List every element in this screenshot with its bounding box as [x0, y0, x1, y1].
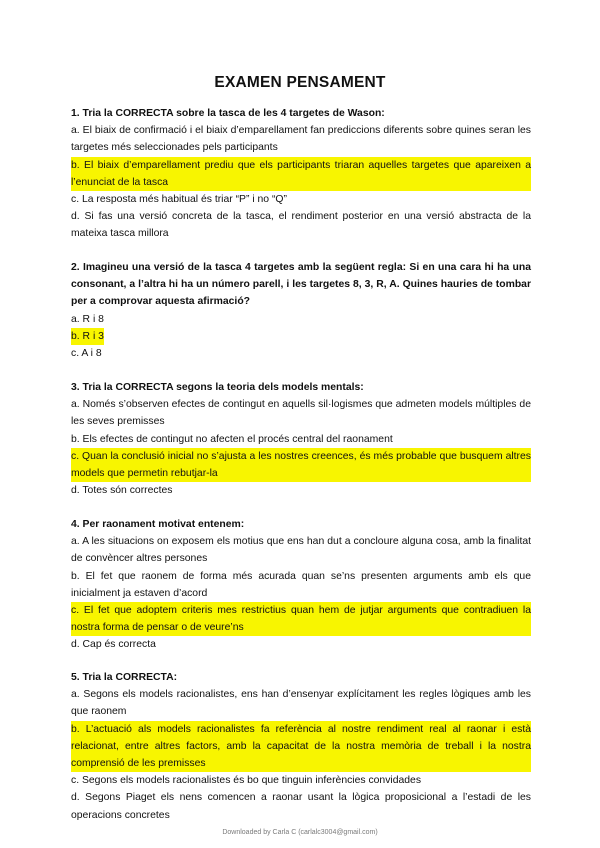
option-c-correct: c. Quan la conclusió inicial no s’ajusta a les nostres creences, és més probable que busquem altres models que permetin rebutjar-la [71, 448, 531, 482]
option-b-correct: b. R i 3 [71, 328, 104, 345]
question-2 [71, 259, 531, 362]
question-text: 4. Per raonament motivat entenem: [71, 519, 245, 530]
option-d: d. Totes són correctes [71, 485, 173, 497]
option-c: c. A i 8 [71, 348, 102, 360]
option-c: c. Segons els models racionalistes és bo que tinguin inferències convidades [71, 775, 422, 787]
question-text: 1. Tria la CORRECTA sobre la tasca de les 4 targetes de Wason: [71, 108, 385, 119]
option-d: d. Si fas una versió concreta de la tasca, el rendiment posterior en una versió abstracta de la mateixa tasca millora [71, 211, 531, 240]
option-b: b. El fet que raonem de forma més acurada quan se’ns presenten arguments amb els que inicialment ja estaven d’acord [71, 570, 531, 599]
option-d: d. Segons Piaget els nens comencen a raonar usant la lògica proposicional a l’estadi de les operacions concretes [71, 792, 531, 821]
question-text: 3. Tria la CORRECTA segons la teoria dels models mentals: [71, 382, 364, 393]
option-c-correct: c. El fet que adoptem criteris mes restrictius quan hem de jutjar arguments que contradiuen la nostra forma de pensar o de veure’ns [71, 602, 531, 636]
page-title: EXAMEN PENSAMENT [214, 74, 386, 91]
option-a: a. Només s’observen efectes de contingut en aquells sil·logismes que admeten models múltiples de les seves premisses [71, 399, 531, 428]
option-a: a. A les situacions on exposem els motius que ens han dut a concloure alguna cosa, amb la finalitat de convèncer altres persones [71, 536, 531, 565]
question-text: 2. Imagineu una versió de la tasca 4 targetes amb la següent regla: Si en una cara hi ha una consonant, a l’altra hi ha un número parell, i les targetes 8, 3, R, A. Quines hauries de tombar per a comprovar aquesta afirmació? [71, 262, 531, 308]
option-b-correct: b. El biaix d’emparellament prediu que els participants triaran aquelles targetes que apareixen a l’enunciat de la tasca [71, 157, 531, 191]
option-b: b. Els efectes de contingut no afecten el procés central del raonament [71, 433, 393, 445]
question-3 [71, 379, 531, 499]
option-a: a. El biaix de confirmació i el biaix d’emparellament fan prediccions diferents sobre quines seran les targetes més seleccionades pels participants [71, 125, 531, 154]
question-1 [71, 105, 531, 243]
option-c: c. La resposta més habitual és triar “P” i no “Q” [71, 194, 287, 206]
option-d: d. Cap és correcta [71, 639, 156, 651]
question-4 [71, 516, 531, 654]
option-a: a. R i 8 [71, 313, 104, 325]
option-b-correct: b. L’actuació als models racionalistes fa referència al nostre rendiment real al raonar i està relacionat, entre altres factors, amb la capacitat de la nostra memòria de treball i la nostra comprensió de les premisses [71, 721, 531, 773]
question-text: 5. Tria la CORRECTA: [71, 672, 178, 683]
question-5 [71, 669, 531, 824]
option-a: a. Segons els models racionalistes, ens han d’ensenyar explícitament les regles lògiques amb les que raonem [71, 689, 531, 718]
download-footer: Downloaded by Carla C (carlalc3004@gmail.com) [222, 829, 378, 836]
